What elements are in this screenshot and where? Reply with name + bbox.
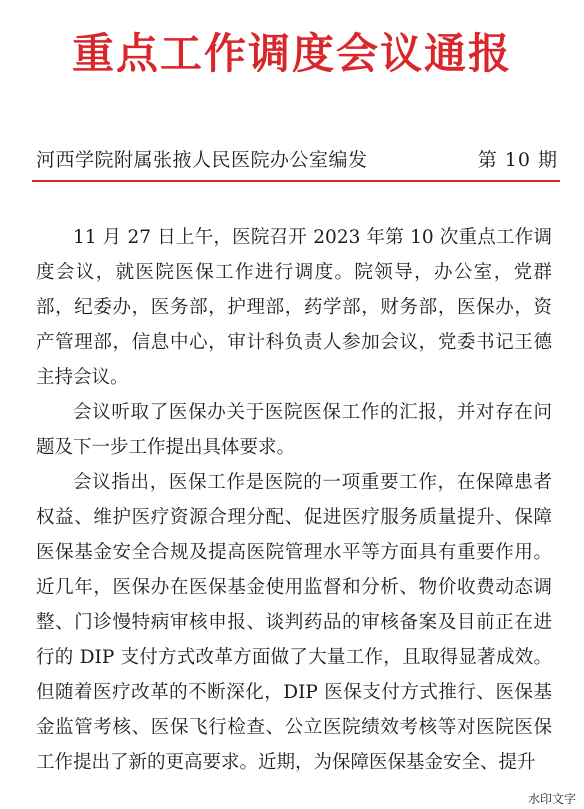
- paragraph-2: 会议听取了医保办关于医院医保工作的汇报，并对存在问题及下一步工作提出具体要求。: [36, 402, 552, 458]
- document-body: [36, 220, 552, 780]
- editor-label: 河西学院附属张掖人民医院办公室编发: [36, 149, 368, 171]
- header-divider: [32, 180, 560, 182]
- issue-number: 第 10 期: [477, 149, 558, 171]
- page-title: 重点工作调度会议通报: [71, 29, 512, 78]
- paragraph-1: 11 月 27 日上午，医院召开 2023 年第 10 次重点工作调度会议，就医院医保工作进行调度。院领导，办公室，党群部，纪委办，医务部，护理部，药学部，财务部，医保办，资产管理部，信息中心，审计科负责人参加会议，党委书记王德主持会议。: [36, 227, 552, 388]
- paragraph-3: 会议指出，医保工作是医院的一项重要工作，在保障患者权益、维护医疗资源合理分配、促进医疗服务质量提升、保障医保基金安全合规及提高医院管理水平等方面具有重要作用。近几年，医保办在医保基金使用监督和分析、物价收费动态调整、门诊慢特病审核申报、谈判药品的审核备案及目前正在进行的 DIP 支付方式改革方面做了大量工作，且取得显著成效。但随着医疗改革的不断深化，DIP 医保支付方式推行、医保基金监管考核、医保飞行检查、公立医院绩效考核等对医院医保工作提出了新的更高要求。近期，为保障医保基金安全、提升: [36, 472, 552, 773]
- issue-header: [36, 148, 558, 172]
- watermark-text: 水印文字: [527, 792, 576, 806]
